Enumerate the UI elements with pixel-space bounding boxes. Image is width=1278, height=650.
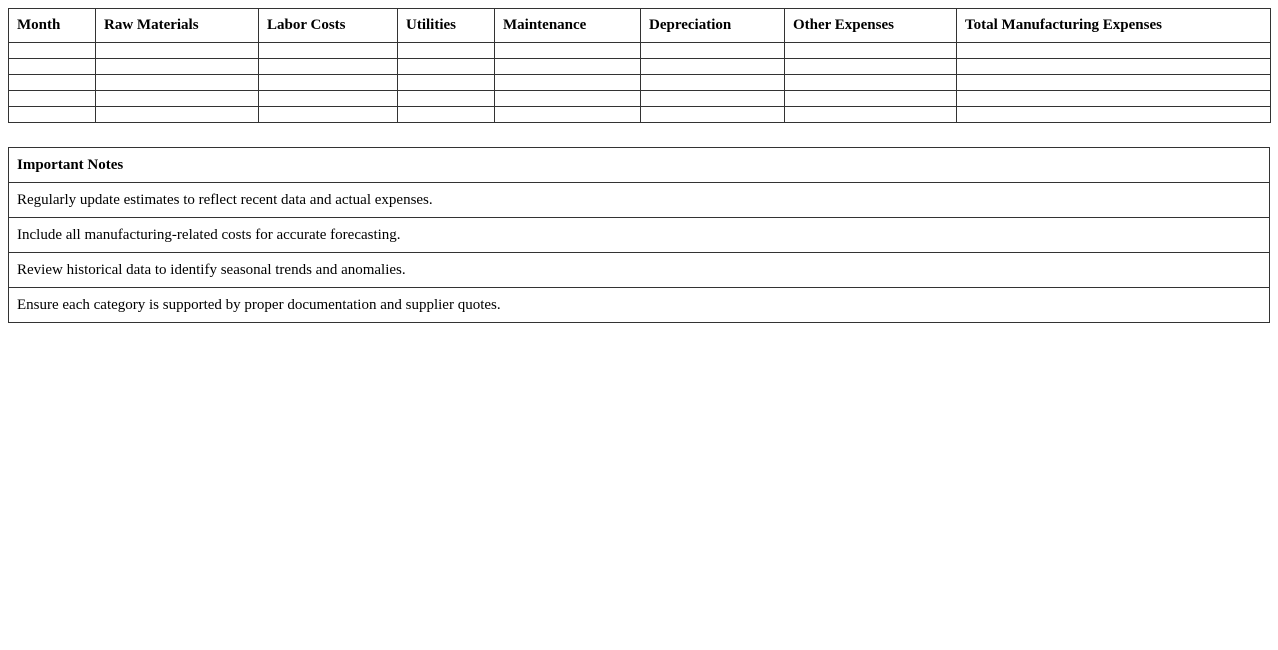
note-text: Ensure each category is supported by proper documentation and supplier quotes.: [9, 288, 1270, 323]
table-cell[interactable]: [957, 75, 1271, 91]
table-row: [9, 91, 1271, 107]
table-cell[interactable]: [9, 107, 96, 123]
notes-title: Important Notes: [9, 148, 1270, 183]
table-cell[interactable]: [785, 75, 957, 91]
list-item: [9, 288, 1270, 323]
table-cell[interactable]: [641, 91, 785, 107]
table-row: [9, 75, 1271, 91]
table-cell[interactable]: [9, 43, 96, 59]
table-cell[interactable]: [398, 107, 495, 123]
table-cell[interactable]: [785, 91, 957, 107]
table-cell[interactable]: [398, 59, 495, 75]
table-cell[interactable]: [96, 91, 259, 107]
column-header-labor-costs: Labor Costs: [259, 9, 398, 43]
table-cell[interactable]: [785, 59, 957, 75]
table-cell[interactable]: [9, 91, 96, 107]
table-cell[interactable]: [785, 43, 957, 59]
table-row: [9, 59, 1271, 75]
table-cell[interactable]: [641, 75, 785, 91]
table-row: [9, 43, 1271, 59]
table-cell[interactable]: [96, 59, 259, 75]
list-item: [9, 218, 1270, 253]
table-cell[interactable]: [96, 107, 259, 123]
table-cell[interactable]: [9, 59, 96, 75]
table-cell[interactable]: [398, 75, 495, 91]
table-cell[interactable]: [96, 75, 259, 91]
expense-table: [8, 8, 1271, 123]
table-cell[interactable]: [495, 59, 641, 75]
table-cell[interactable]: [641, 107, 785, 123]
table-cell[interactable]: [398, 91, 495, 107]
table-cell[interactable]: [495, 91, 641, 107]
note-text: Include all manufacturing-related costs for accurate forecasting.: [9, 218, 1270, 253]
table-cell[interactable]: [398, 43, 495, 59]
note-text: Review historical data to identify seasonal trends and anomalies.: [9, 253, 1270, 288]
table-cell[interactable]: [259, 59, 398, 75]
note-text: Regularly update estimates to reflect recent data and actual expenses.: [9, 183, 1270, 218]
table-cell[interactable]: [957, 107, 1271, 123]
column-header-utilities: Utilities: [398, 9, 495, 43]
column-header-total-manufacturing-expenses: Total Manufacturing Expenses: [957, 9, 1271, 43]
table-cell[interactable]: [9, 75, 96, 91]
notes-header-row: [9, 148, 1270, 183]
list-item: [9, 253, 1270, 288]
column-header-other-expenses: Other Expenses: [785, 9, 957, 43]
column-header-raw-materials: Raw Materials: [96, 9, 259, 43]
table-cell[interactable]: [259, 43, 398, 59]
table-row: [9, 107, 1271, 123]
column-header-depreciation: Depreciation: [641, 9, 785, 43]
column-header-month: Month: [9, 9, 96, 43]
table-cell[interactable]: [495, 75, 641, 91]
list-item: [9, 183, 1270, 218]
table-cell[interactable]: [957, 91, 1271, 107]
table-cell[interactable]: [259, 75, 398, 91]
table-cell[interactable]: [495, 107, 641, 123]
table-cell[interactable]: [785, 107, 957, 123]
table-cell[interactable]: [259, 107, 398, 123]
notes-table: [8, 147, 1270, 323]
table-cell[interactable]: [957, 59, 1271, 75]
table-cell[interactable]: [259, 91, 398, 107]
column-header-maintenance: Maintenance: [495, 9, 641, 43]
table-cell[interactable]: [495, 43, 641, 59]
table-cell[interactable]: [957, 43, 1271, 59]
table-cell[interactable]: [641, 43, 785, 59]
table-cell[interactable]: [96, 43, 259, 59]
table-cell[interactable]: [641, 59, 785, 75]
expense-header-row: [9, 9, 1271, 43]
